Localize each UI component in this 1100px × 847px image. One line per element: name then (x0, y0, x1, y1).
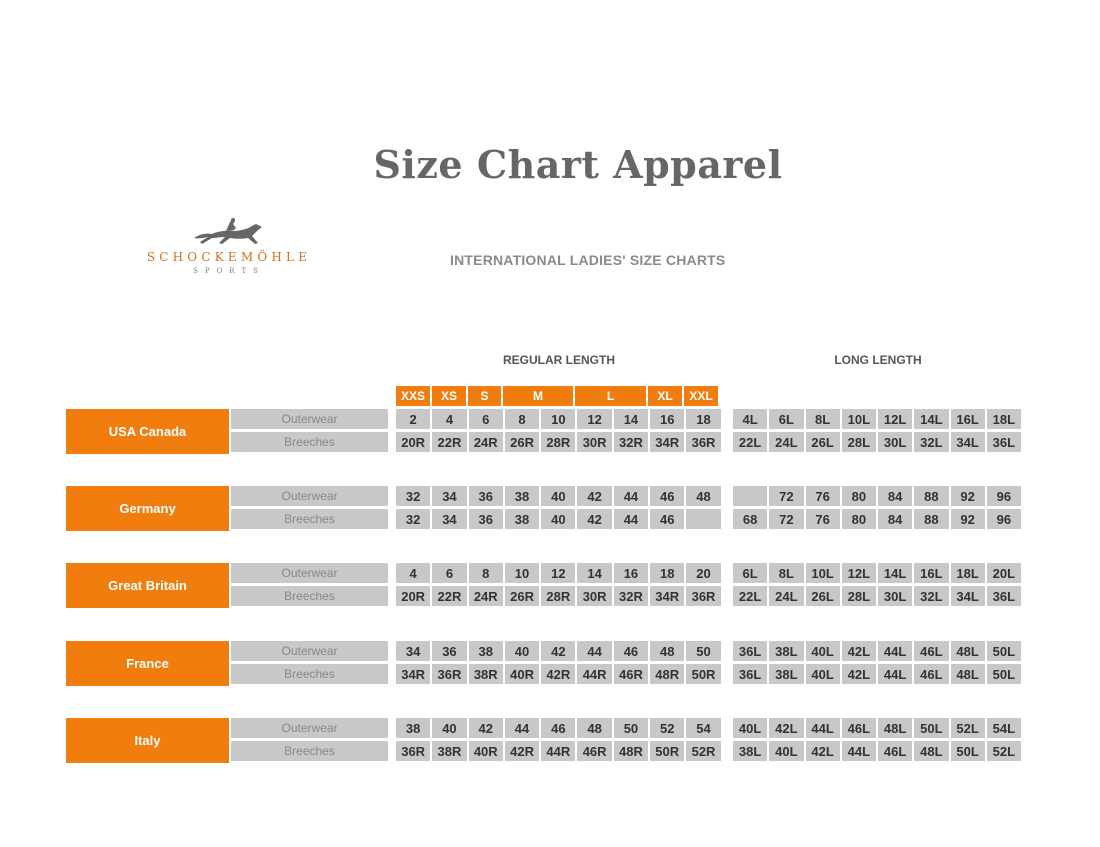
size-cell: 6L (733, 563, 769, 583)
size-cell: 42 (469, 718, 505, 738)
size-cell: 38R (432, 741, 468, 761)
size-cell: 6 (469, 409, 505, 429)
country-label-usa-canada: USA Canada (66, 409, 229, 454)
size-cell: 28R (541, 432, 577, 452)
great-britain-breeches-long-row (733, 586, 1023, 606)
size-cell: 38L (769, 641, 805, 661)
size-cell: 30R (577, 586, 613, 606)
breeches-row-label: Breeches (231, 432, 388, 452)
size-cell: 50 (686, 641, 722, 661)
regular-length-heading: REGULAR LENGTH (503, 353, 615, 367)
great-britain-outerwear-long-row (733, 563, 1023, 583)
size-cell: 34 (396, 641, 432, 661)
size-cell: 50R (650, 741, 686, 761)
france-breeches-long-row (733, 664, 1023, 684)
size-cell: 44 (577, 641, 613, 661)
size-cell: 32L (914, 432, 950, 452)
size-label: XXS (396, 386, 432, 406)
brand-subline: SPORTS (193, 267, 265, 275)
size-cell: 10 (505, 563, 541, 583)
size-cell: 28L (842, 586, 878, 606)
size-cell: 50R (686, 664, 722, 684)
france-outerwear-regular-row (396, 641, 723, 661)
size-cell: 44L (842, 741, 878, 761)
size-cell: 4 (432, 409, 468, 429)
size-cell: 42L (769, 718, 805, 738)
size-cell (733, 486, 769, 506)
outerwear-row-label: Outerwear (231, 409, 388, 429)
size-cell: 28R (541, 586, 577, 606)
size-cell: 76 (806, 486, 842, 506)
size-cell: 40 (541, 486, 577, 506)
size-cell: 46 (614, 641, 650, 661)
size-cell: 10L (806, 563, 842, 583)
size-cell: 6 (432, 563, 468, 583)
country-label-france: France (66, 641, 229, 686)
size-header-bar (396, 386, 720, 406)
germany-breeches-long-row (733, 509, 1023, 529)
size-cell: 38 (469, 641, 505, 661)
size-cell: 46 (650, 509, 686, 529)
size-cell: 32L (914, 586, 950, 606)
size-cell: 38 (505, 486, 541, 506)
size-cell: 12 (541, 563, 577, 583)
size-cell: 30R (577, 432, 613, 452)
germany-breeches-regular-row (396, 509, 723, 529)
size-cell: 48L (951, 664, 987, 684)
brand-name: SCHOCKEMÖHLE (146, 250, 312, 264)
size-cell: 50L (951, 741, 987, 761)
size-cell: 26R (505, 432, 541, 452)
size-cell: 16 (614, 563, 650, 583)
size-cell: 22R (432, 586, 468, 606)
italy-breeches-regular-row (396, 741, 723, 761)
size-cell: 24L (769, 586, 805, 606)
size-cell: 30L (878, 432, 914, 452)
long-length-heading: LONG LENGTH (834, 353, 922, 367)
size-cell: 48L (914, 741, 950, 761)
size-cell: 42L (806, 741, 842, 761)
size-cell: 36R (432, 664, 468, 684)
size-cell: 36 (469, 509, 505, 529)
size-cell: 42 (577, 509, 613, 529)
size-cell: 36L (987, 432, 1023, 452)
great-britain-outerwear-regular-row (396, 563, 723, 583)
size-cell: 36 (469, 486, 505, 506)
size-cell: 46L (914, 641, 950, 661)
size-cell: 76 (806, 509, 842, 529)
outerwear-row-label: Outerwear (231, 718, 388, 738)
size-cell: 28L (842, 432, 878, 452)
size-cell: 46 (541, 718, 577, 738)
france-outerwear-long-row (733, 641, 1023, 661)
size-cell: 26L (806, 586, 842, 606)
size-cell: 8 (469, 563, 505, 583)
size-cell: 40L (769, 741, 805, 761)
size-cell: 80 (842, 486, 878, 506)
size-cell: 46 (650, 486, 686, 506)
size-cell: 26R (505, 586, 541, 606)
size-cell: 34 (432, 509, 468, 529)
size-cell: 40 (505, 641, 541, 661)
size-cell: 8L (769, 563, 805, 583)
size-cell: 50L (987, 641, 1023, 661)
size-cell: 32 (396, 509, 432, 529)
size-cell: 54 (686, 718, 722, 738)
size-cell: 20 (686, 563, 722, 583)
size-cell: 34L (951, 586, 987, 606)
brand-logo (134, 218, 324, 280)
size-label: L (575, 386, 648, 406)
size-cell: 48R (650, 664, 686, 684)
size-cell: 14L (878, 563, 914, 583)
size-cell: 40L (806, 664, 842, 684)
size-cell: 48 (686, 486, 722, 506)
size-cell: 44R (541, 741, 577, 761)
size-cell: 20R (396, 432, 432, 452)
size-cell: 12L (878, 409, 914, 429)
size-cell: 88 (914, 509, 950, 529)
size-cell: 36L (733, 641, 769, 661)
size-cell: 42R (541, 664, 577, 684)
size-cell: 40R (469, 741, 505, 761)
usa-canada-outerwear-regular-row (396, 409, 723, 429)
germany-outerwear-long-row (733, 486, 1023, 506)
size-cell: 44L (878, 664, 914, 684)
size-cell: 48R (614, 741, 650, 761)
country-label-great-britain: Great Britain (66, 563, 229, 608)
france-breeches-regular-row (396, 664, 723, 684)
size-cell: 20L (987, 563, 1023, 583)
size-cell: 16L (914, 563, 950, 583)
size-cell: 16 (650, 409, 686, 429)
italy-breeches-long-row (733, 741, 1023, 761)
size-cell: 72 (769, 509, 805, 529)
size-label: XL (648, 386, 684, 406)
size-cell: 84 (878, 486, 914, 506)
size-cell: 48L (951, 641, 987, 661)
size-cell: 10L (842, 409, 878, 429)
size-cell: 50L (987, 664, 1023, 684)
germany-outerwear-regular-row (396, 486, 723, 506)
size-cell: 6L (769, 409, 805, 429)
size-cell: 34R (650, 586, 686, 606)
size-cell: 44L (878, 641, 914, 661)
size-label: XS (432, 386, 468, 406)
size-cell: 8 (505, 409, 541, 429)
breeches-row-label: Breeches (231, 741, 388, 761)
size-cell: 36R (396, 741, 432, 761)
size-cell: 92 (951, 486, 987, 506)
size-cell: 42 (541, 641, 577, 661)
size-cell: 16L (951, 409, 987, 429)
size-cell: 38 (396, 718, 432, 738)
size-cell: 24R (469, 586, 505, 606)
size-cell: 50 (614, 718, 650, 738)
size-cell: 96 (987, 509, 1023, 529)
size-cell: 32R (614, 432, 650, 452)
great-britain-breeches-regular-row (396, 586, 723, 606)
size-cell: 18 (686, 409, 722, 429)
size-cell: 34L (951, 432, 987, 452)
size-cell: 18L (987, 409, 1023, 429)
page-title: Size Chart Apparel (373, 142, 783, 187)
size-cell: 38L (733, 741, 769, 761)
size-cell: 52L (951, 718, 987, 738)
size-cell: 38 (505, 509, 541, 529)
size-cell: 4L (733, 409, 769, 429)
size-cell: 30L (878, 586, 914, 606)
size-cell: 84 (878, 509, 914, 529)
size-cell: 50L (914, 718, 950, 738)
size-cell: 88 (914, 486, 950, 506)
size-cell: 32R (614, 586, 650, 606)
size-cell: 44 (614, 509, 650, 529)
usa-canada-breeches-regular-row (396, 432, 723, 452)
size-cell: 46R (577, 741, 613, 761)
size-cell: 48 (577, 718, 613, 738)
breeches-row-label: Breeches (231, 664, 388, 684)
size-cell: 24R (469, 432, 505, 452)
outerwear-row-label: Outerwear (231, 486, 388, 506)
size-cell: 48 (650, 641, 686, 661)
size-cell: 46L (842, 718, 878, 738)
size-cell: 20R (396, 586, 432, 606)
size-cell: 12L (842, 563, 878, 583)
size-cell: 4 (396, 563, 432, 583)
size-label: M (503, 386, 575, 406)
size-cell: 34R (396, 664, 432, 684)
size-cell: 40 (541, 509, 577, 529)
size-cell: 46R (614, 664, 650, 684)
size-cell: 22L (733, 432, 769, 452)
size-label: XXL (684, 386, 720, 406)
size-cell: 36L (987, 586, 1023, 606)
size-cell: 36R (686, 586, 722, 606)
country-label-italy: Italy (66, 718, 229, 763)
italy-outerwear-regular-row (396, 718, 723, 738)
size-cell: 40 (432, 718, 468, 738)
size-cell: 72 (769, 486, 805, 506)
size-cell: 18 (650, 563, 686, 583)
size-cell: 44R (577, 664, 613, 684)
country-label-germany: Germany (66, 486, 229, 531)
size-cell: 92 (951, 509, 987, 529)
size-cell: 36L (733, 664, 769, 684)
size-cell: 48L (878, 718, 914, 738)
size-cell: 52 (650, 718, 686, 738)
size-cell: 36 (432, 641, 468, 661)
size-cell: 38R (469, 664, 505, 684)
chart-subtitle: INTERNATIONAL LADIES' SIZE CHARTS (450, 252, 726, 268)
size-cell: 10 (541, 409, 577, 429)
size-cell: 54L (987, 718, 1023, 738)
size-cell: 38L (769, 664, 805, 684)
size-cell: 2 (396, 409, 432, 429)
size-cell: 14 (614, 409, 650, 429)
breeches-row-label: Breeches (231, 509, 388, 529)
size-cell: 34 (432, 486, 468, 506)
size-cell: 8L (806, 409, 842, 429)
size-cell: 26L (806, 432, 842, 452)
size-cell: 14L (914, 409, 950, 429)
size-cell: 80 (842, 509, 878, 529)
breeches-row-label: Breeches (231, 586, 388, 606)
size-cell: 42L (842, 664, 878, 684)
size-cell: 22L (733, 586, 769, 606)
size-cell: 46L (878, 741, 914, 761)
size-cell: 22R (432, 432, 468, 452)
size-cell: 34R (650, 432, 686, 452)
size-cell: 44L (806, 718, 842, 738)
size-cell: 44 (614, 486, 650, 506)
size-cell: 36R (686, 432, 722, 452)
size-cell: 12 (577, 409, 613, 429)
outerwear-row-label: Outerwear (231, 641, 388, 661)
size-cell: 18L (951, 563, 987, 583)
size-cell: 32 (396, 486, 432, 506)
size-cell: 68 (733, 509, 769, 529)
size-cell: 42 (577, 486, 613, 506)
size-label: S (468, 386, 503, 406)
size-cell: 14 (577, 563, 613, 583)
size-cell: 42L (842, 641, 878, 661)
size-cell: 40R (505, 664, 541, 684)
size-cell: 96 (987, 486, 1023, 506)
size-cell: 24L (769, 432, 805, 452)
size-cell: 40L (806, 641, 842, 661)
usa-canada-breeches-long-row (733, 432, 1023, 452)
size-cell: 46L (914, 664, 950, 684)
horse-rider-icon (192, 218, 266, 248)
size-cell: 44 (505, 718, 541, 738)
italy-outerwear-long-row (733, 718, 1023, 738)
size-cell: 40L (733, 718, 769, 738)
outerwear-row-label: Outerwear (231, 563, 388, 583)
size-cell: 52R (686, 741, 722, 761)
size-cell (686, 509, 722, 529)
size-cell: 52L (987, 741, 1023, 761)
size-cell: 42R (505, 741, 541, 761)
usa-canada-outerwear-long-row (733, 409, 1023, 429)
